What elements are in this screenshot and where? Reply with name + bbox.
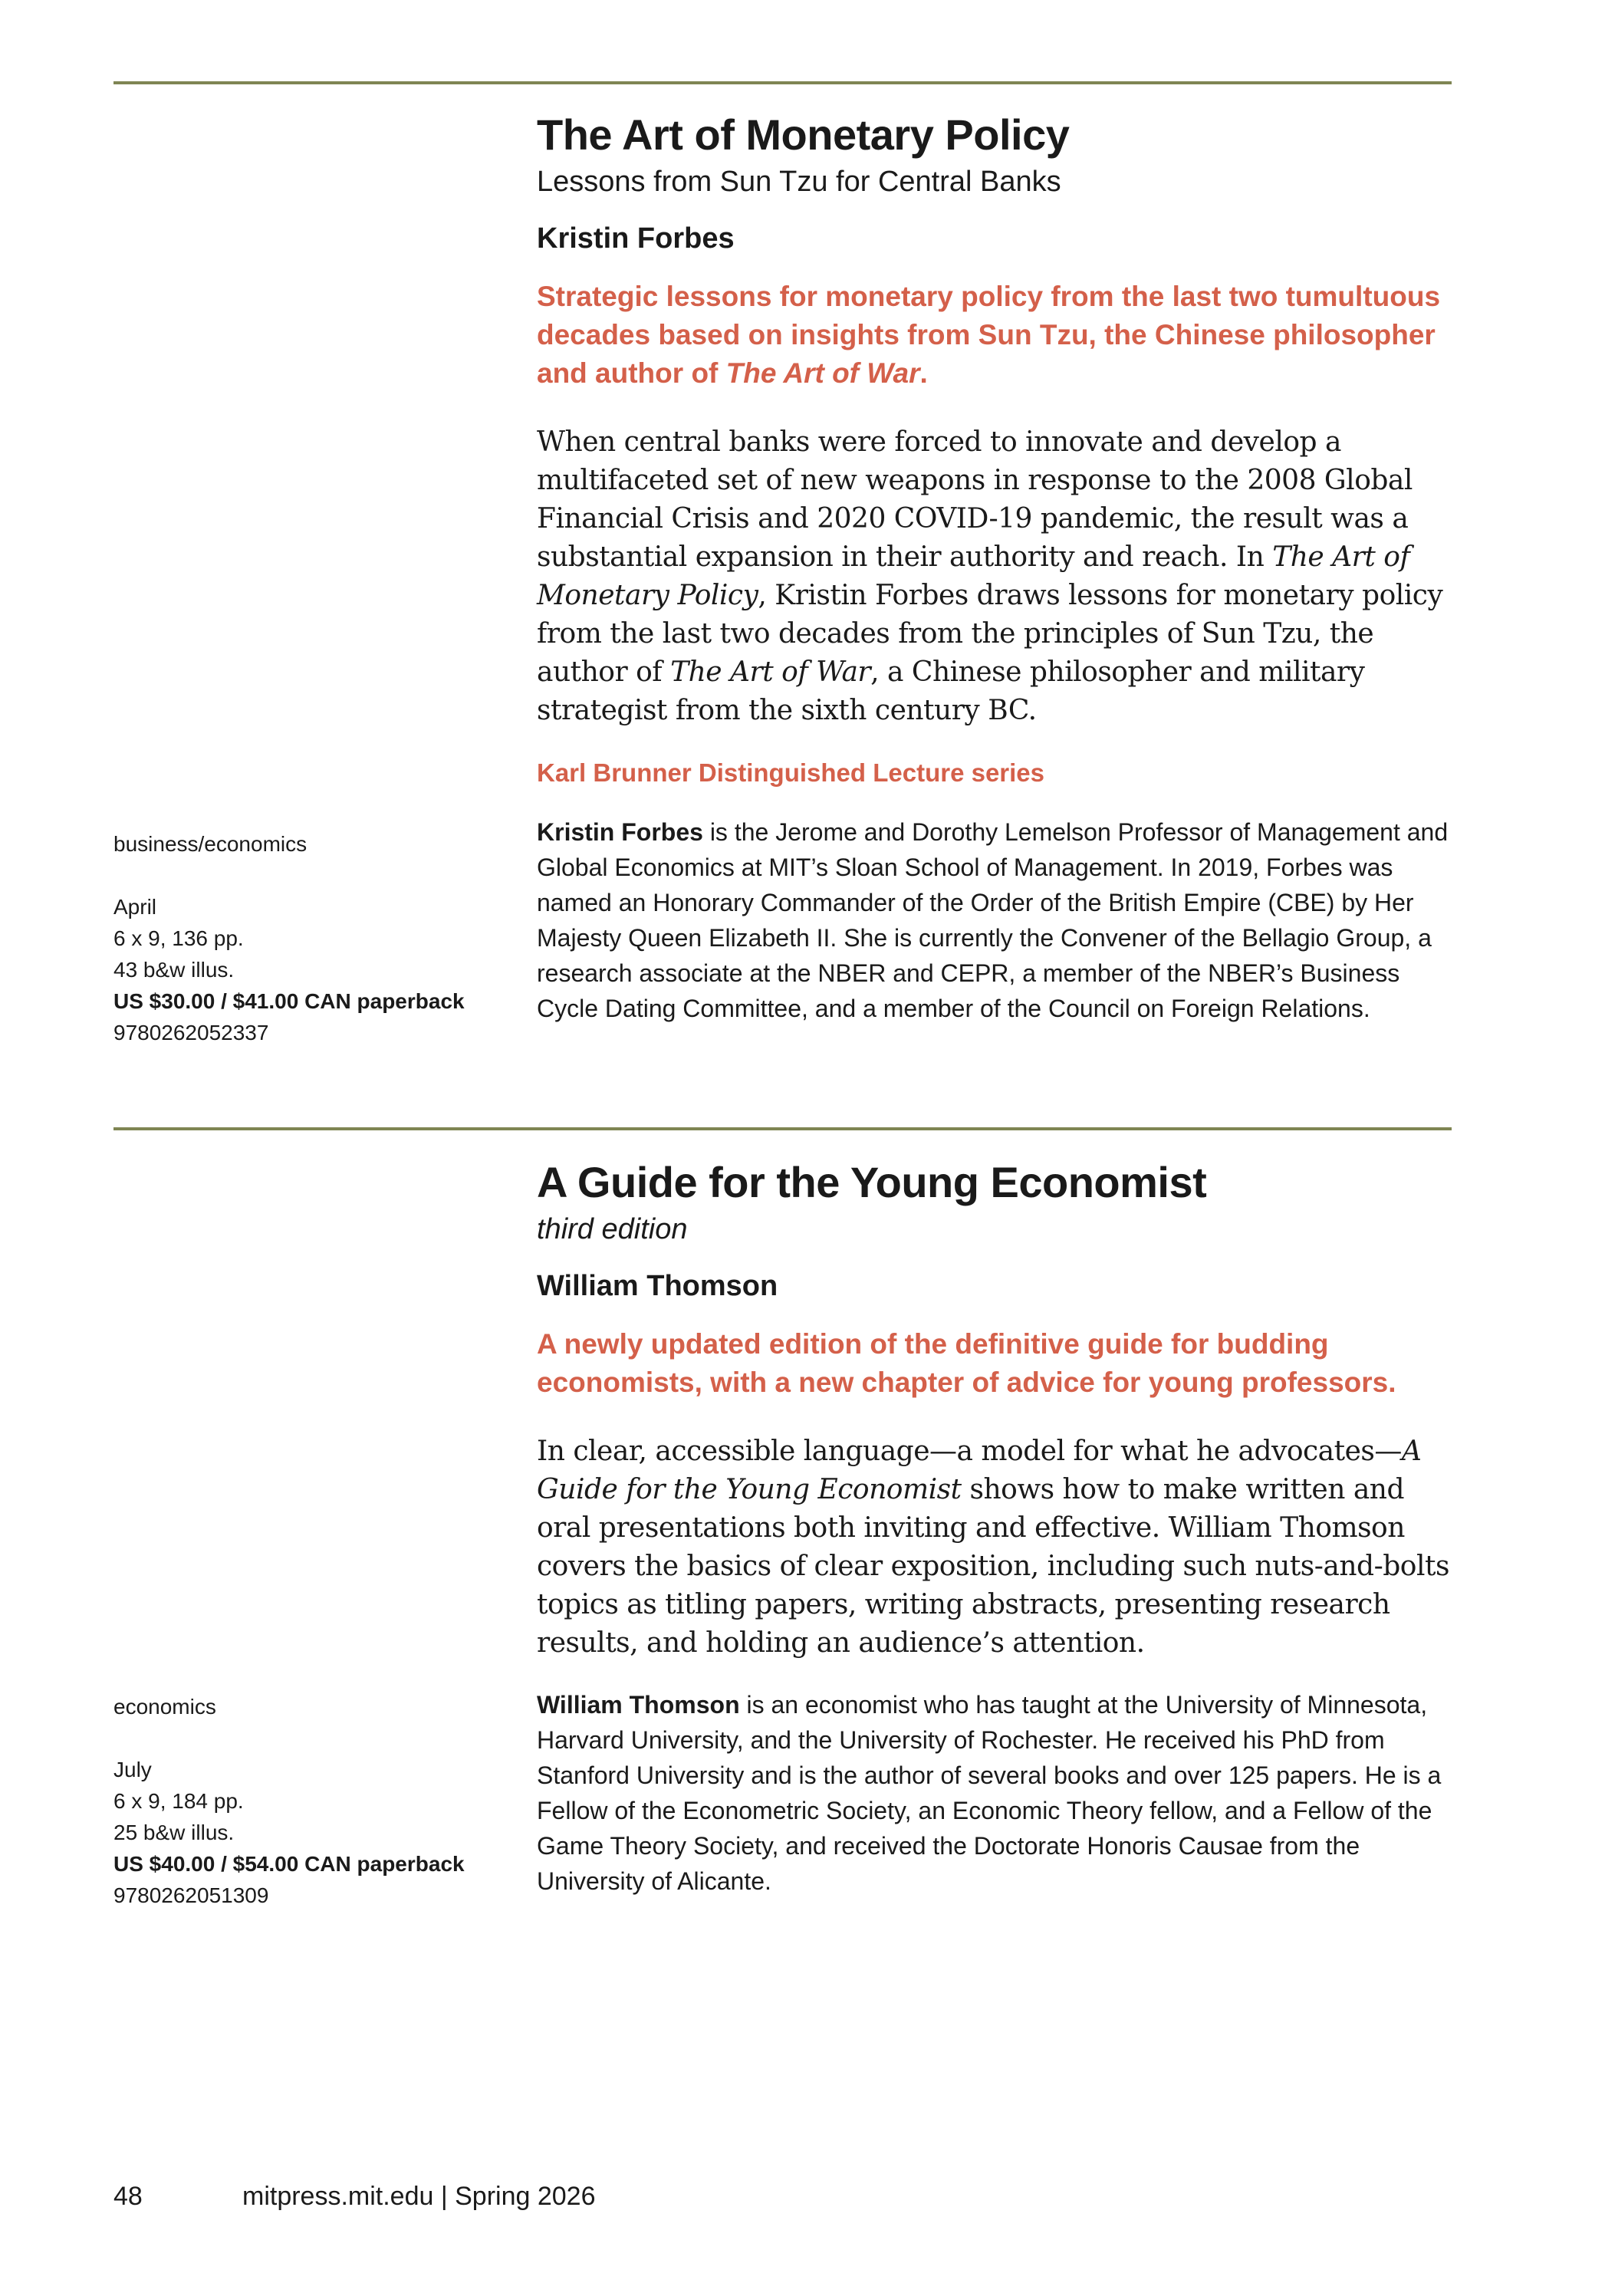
author-bio-name: Kristin Forbes [537,818,703,846]
book-format: 6 x 9, 184 pp. [113,1789,244,1813]
author-bio: Kristin Forbes is the Jerome and Dorothy Lemelson Professor of Management and Global Economics at MIT’s Sloan School of Management. In 2019, Forbes was named an Honorary Commander of the Order of the British Empire (CBE) by Her Majesty Queen Elizabeth II. She is currently the Convener of the Bellagio Group, a research associate at the NBER and CEPR, a member of the NBER’s Business Cycle Dating Committee, and a member of the Council on Foreign Relations. [537,818,1449,1022]
book-author: Kristin Forbes [537,222,735,255]
book-entry-2 [537,1156,1457,1899]
book-title: The Art of Monetary Policy [537,110,1070,159]
book-edition: third edition [537,1213,688,1245]
page-number: 48 [113,2182,143,2211]
book-meta-2 [113,1691,528,1911]
book-category: business/economics [113,832,308,856]
book-author: William Thomson [537,1270,778,1302]
author-bio: William Thomson is an economist who has taught at the University of Minnesota, Harvard University, and the University of Rochester. He received his PhD from Stanford University and is the author of several books and over 125 papers. He is a Fellow of the Econometric Society, an Economic Theory fellow, and a Fellow of the Game Theory Society, and received the Doctorate Honoris Causae from the University of Alicante. [537,1691,1442,1895]
book-tagline: Strategic lessons for monetary policy from the last two tumultuous decades based on insights from Sun Tzu, the Chinese philosopher and author of The Art of War. [537,281,1441,389]
book-illustrations: 25 b&w illus. [113,1821,235,1844]
book-subtitle: Lessons from Sun Tzu for Central Banks [537,166,1061,198]
book-price: US $40.00 / $54.00 CAN paperback [113,1852,465,1876]
book-illustrations: 43 b&w illus. [113,958,235,982]
footer-site: mitpress.mit.edu | Spring 2026 [242,2182,596,2211]
book-description: In clear, accessible language—a model for what he advocates—A Guide for the Young Economist shows how to make written and oral presentations both inviting and effective. William Thomson covers the basics of clear exposition, including such nuts-and-bolts topics as titling papers, writing abstracts, presenting research results, and holding an audience’s attention. [537,1436,1449,1659]
book-meta-1 [113,828,528,1048]
book-title: A Guide for the Young Economist [537,1158,1207,1206]
section-divider [113,1127,1452,1130]
book-category: economics [113,1695,216,1719]
book-description: When central banks were forced to innovate and develop a multifaceted set of new weapons in response to the 2008 Global Financial Crisis and 2020 COVID-19 pandemic, the result was a substantial expansion in their authority and reach. In The Art of Monetary Policy, Kristin Forbes draws lessons for monetary policy from the last two decades from the principles of Sun Tzu, the author of The Art of War, a Chinese philosopher and military strategist from the sixth century BC. [537,426,1443,726]
book-isbn: 9780262051309 [113,1883,269,1907]
book-format: 6 x 9, 136 pp. [113,926,244,950]
pub-month: July [113,1758,152,1781]
book-isbn: 9780262052337 [113,1021,269,1044]
pub-month: April [113,895,157,919]
book-entry-1 [537,109,1457,1026]
book-series: Karl Brunner Distinguished Lecture series [537,758,1045,787]
page-footer [113,2179,596,2213]
book-price: US $30.00 / $41.00 CAN paperback [113,989,465,1013]
section-divider [113,81,1452,84]
book-tagline: A newly updated edition of the definitive guide for budding economists, with a new chapter of advice for young professors. [537,1328,1396,1398]
author-bio-name: William Thomson [537,1691,740,1719]
